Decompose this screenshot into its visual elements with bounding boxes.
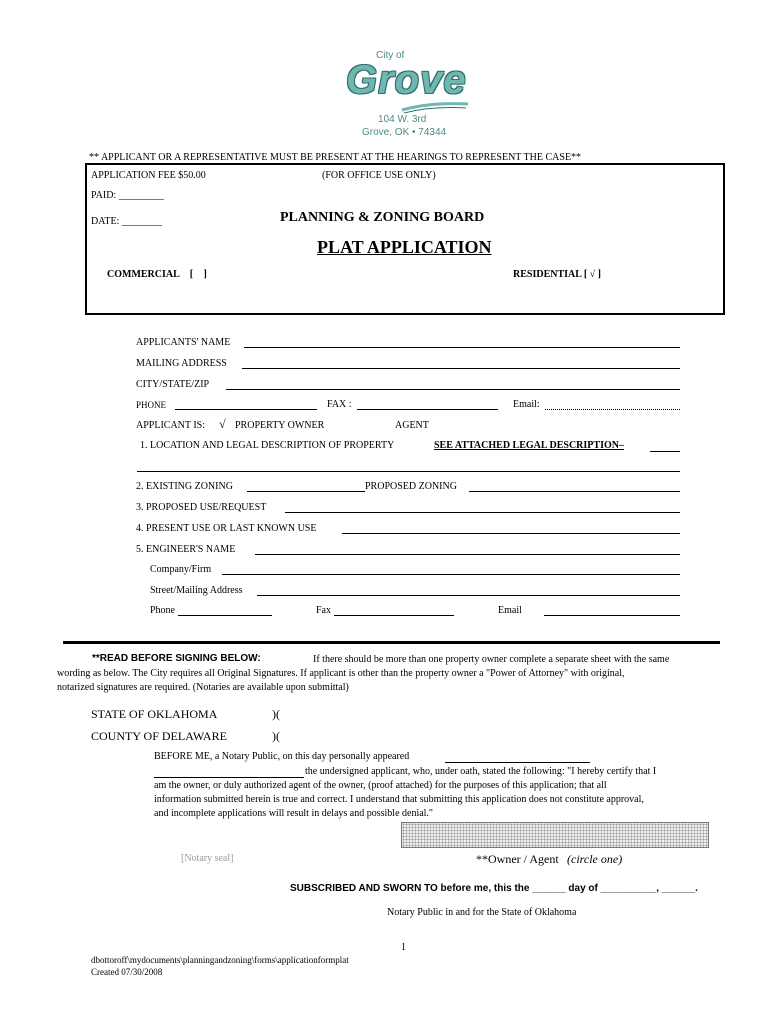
oath-line-1: the undersigned applicant, who, under oath, stated the following: "I hereby certify that I [305,766,657,777]
engineer-name-label: 5. ENGINEER'S NAME [136,544,236,555]
section-divider [63,641,720,644]
existing-zoning-label: 2. EXISTING ZONING [136,481,233,492]
agent-option[interactable]: AGENT [395,420,429,431]
page-number: 1 [401,942,406,953]
engineer-fax-field[interactable] [334,615,454,616]
item1-value[interactable]: SEE ATTACHED LEGAL DESCRIPTION– [434,440,624,451]
city-state-zip-label: CITY/STATE/ZIP [136,379,210,390]
notary-seal-placeholder: [Notary seal] [181,853,234,864]
date-field[interactable]: DATE: ________ [91,216,162,227]
applicant-name-label: APPLICANTS' NAME [136,337,231,348]
item1-label: 1. LOCATION AND LEGAL DESCRIPTION OF PROPERTY [140,440,395,451]
before-me-text: BEFORE ME, a Notary Public, on this day personally appeared [154,751,410,762]
proposed-use-field[interactable] [285,512,680,513]
street-address-field[interactable] [257,595,680,596]
logo-swoosh-icon [400,100,470,114]
engineer-fax-label: Fax [316,605,331,616]
engineer-phone-field[interactable] [178,615,272,616]
created-date: Created 07/30/2008 [91,967,163,977]
logo-address-line1: 104 W. 3rd [378,114,427,125]
property-owner-check[interactable]: √ [219,417,226,431]
office-use-label: (FOR OFFICE USE ONLY) [322,170,436,181]
company-firm-field[interactable] [222,574,680,575]
email-label: Email: [513,399,540,410]
proposed-zoning-label: PROPOSED ZONING [365,481,457,492]
subscribed-sworn-text: SUBSCRIBED AND SWORN TO before me, this the ______ day of __________, ______. [290,883,698,894]
company-firm-label: Company/Firm [150,564,212,575]
owner-agent-label: **Owner / Agent [476,852,559,866]
appeared-name-field[interactable] [445,762,590,763]
state-mark: )( [272,707,280,721]
presence-notice: ** APPLICANT OR A REPRESENTATIVE MUST BE PRESENT AT THE HEARINGS TO REPRESENT THE CASE** [89,152,582,163]
read-before-heading: **READ BEFORE SIGNING BELOW: [92,653,261,664]
read-before-text-1: If there should be more than one property owner complete a separate sheet with the same [313,654,670,665]
commercial-checkbox[interactable]: COMMERCIAL [ ] [107,269,207,280]
property-owner-option[interactable]: PROPERTY OWNER [235,420,325,431]
engineer-phone-label: Phone [150,605,175,616]
city-state-zip-field[interactable] [226,389,680,390]
application-fee: APPLICATION FEE $50.00 [91,170,206,181]
board-name: PLANNING & ZONING BOARD [280,210,485,225]
applicant-name-field[interactable] [244,347,680,348]
item1-value-extension[interactable] [650,451,680,452]
logo-address-line2: Grove, OK • 74344 [362,127,447,138]
signature-box[interactable] [401,822,709,848]
present-use-label: 4. PRESENT USE OR LAST KNOWN USE [136,523,317,534]
mailing-address-label: MAILING ADDRESS [136,358,227,369]
engineer-email-label: Email [498,605,522,616]
oath-line-2: am the owner, or duly authorized agent of the owner, (proof attached) for the purposes of this application; that all [154,780,607,791]
county-mark: )( [272,729,280,743]
city-logo [340,48,470,140]
mailing-address-field[interactable] [242,368,680,369]
circle-one-label: (circle one) [567,852,623,866]
applicant-name-blank[interactable] [154,777,304,778]
fax-label: FAX : [327,399,352,410]
state-label: STATE OF OKLAHOMA [91,707,218,721]
oath-line-4: and incomplete applications will result in delays and possible denial." [154,808,434,819]
proposed-zoning-field[interactable] [469,491,680,492]
county-label: COUNTY OF DELAWARE [91,729,227,743]
phone-label: PHONE [136,400,167,410]
residential-checkbox[interactable]: RESIDENTIAL [ √ ] [513,269,602,280]
engineer-email-field[interactable] [544,615,680,616]
paid-field[interactable]: PAID: _________ [91,190,164,201]
phone-field[interactable] [175,409,317,410]
logo-grove-wordmark: Grove [346,58,467,102]
read-before-text-2: wording as below. The City requires all Original Signatures. If applicant is other than the property owner a "Power of Attorney" with original, [57,668,625,679]
item1-second-line[interactable] [137,471,680,472]
oath-line-3: information submitted herein is true and correct. I understand that submitting this application does not constitute approval, [154,794,644,805]
logo-city-of: City of [376,50,405,61]
file-path: dbottoroff\mydocuments\planningandzoning\forms\applicationformplat [91,955,349,965]
proposed-use-label: 3. PROPOSED USE/REQUEST [136,502,267,513]
form-title: PLAT APPLICATION [317,237,492,257]
fax-field[interactable] [357,409,498,410]
notary-public-label: Notary Public in and for the State of Oklahoma [387,907,577,918]
street-address-label: Street/Mailing Address [150,585,243,596]
existing-zoning-field[interactable] [247,491,365,492]
email-field[interactable] [545,409,680,410]
engineer-name-field[interactable] [255,554,680,555]
present-use-field[interactable] [342,533,680,534]
applicant-is-label: APPLICANT IS: [136,420,205,431]
read-before-text-3: notarized signatures are required. (Notaries are available upon submittal) [57,682,349,693]
